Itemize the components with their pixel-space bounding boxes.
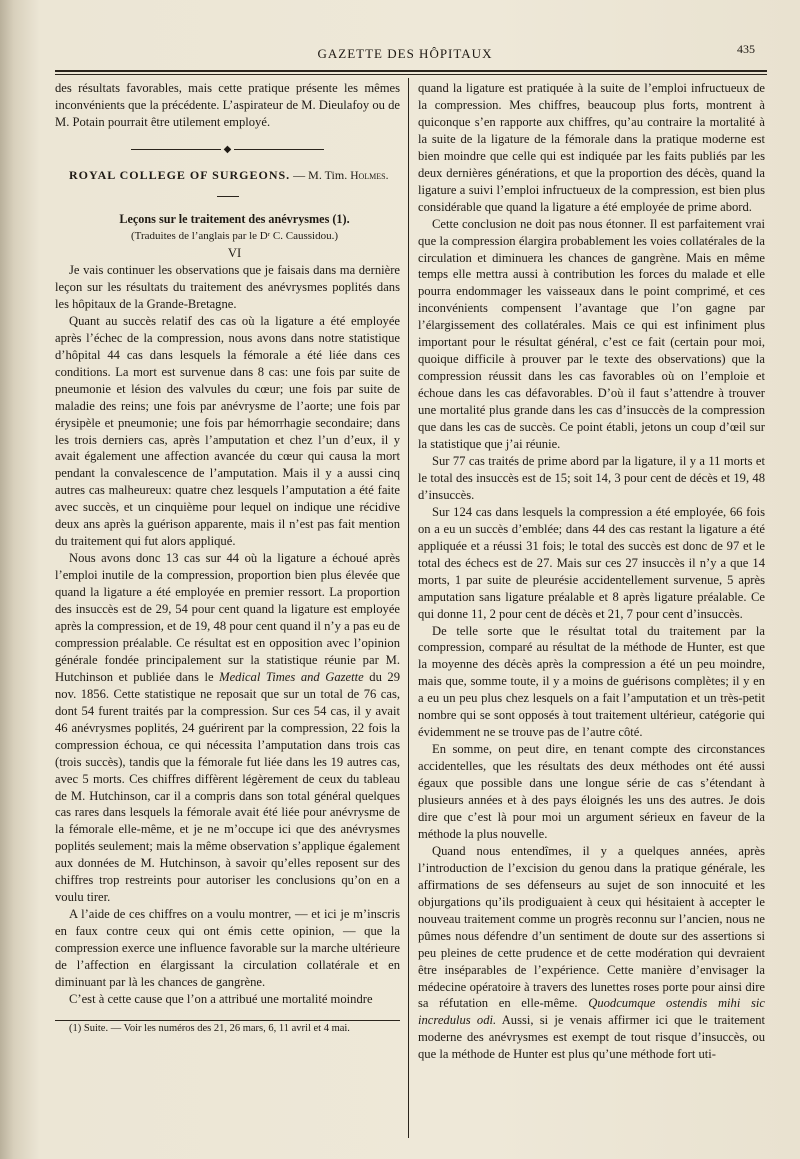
running-header bbox=[55, 40, 755, 62]
short-dash bbox=[217, 196, 239, 197]
section-ornament bbox=[55, 145, 400, 155]
paragraph: Sur 124 cas dans lesquels la compression a été employée, 66 fois on a eu un succès d’emblée; dans 44 des cas restant la ligature a été appliquée et a réussi 31 fois; le total des succès est donc de 97 et le total des échecs est de 27. Mais sur ces 27 insuccès il n’y a que 14 morts, 1 par suite de pleurésie accidentellement survenue, 5 après amputation sans ligature préalable et 8 après ligature préalable. Ce qui donne 11, 2 pour cent de décès et 21, 7 pour cent d’insuccès. bbox=[418, 504, 765, 621]
left-column bbox=[55, 80, 400, 1038]
author-prefix: — M. Tim. bbox=[290, 168, 348, 183]
paragraph: des résultats favorables, mais cette pratique présente les mêmes inconvénients que la précédente. L’aspirateur de M. Dieulafoy ou de M. Potain pourrait être utilement employé. bbox=[55, 81, 400, 129]
author-name: Holmes. bbox=[350, 170, 389, 183]
section-heading bbox=[55, 167, 400, 185]
ornament-line bbox=[234, 149, 324, 150]
institution-name: ROYAL COLLEGE OF SURGEONS. bbox=[69, 168, 291, 183]
paragraph: Sur 77 cas traités de prime abord par la ligature, il y a 11 morts et le total des insuccès est de 15; soit 14, 3 pour cent de décès et 19, 48 d’insuccès. bbox=[418, 453, 765, 502]
lecture-subtitle: (Traduites de l’anglais par le Dʳ C. Caussidou.) bbox=[131, 230, 338, 243]
paragraph bbox=[418, 843, 765, 1063]
paragraph: Cette conclusion ne doit pas nous étonner. Il est parfaitement vrai que la compression élargira probablement les voies collatérales de la circulation et diminuera les chances de gangrène. Mais en même temps elle mettra aussi à contribution les forces du malade et elle pourra endommager les vaisseaux dans le point comprimé, et ces inconvénients compensent l’avantage que l’on gagne par l’élargissement des collatérales. Mais ce qui est infiniment plus important pour le résultat général, c’est ce fait (certain pour moi, quoique difficile à prouver par le texte des observations) que la compression réussit dans les cas favorables où on l’emploie et échoue dans les cas défavorables. D’où il faut s’attendre à trouver une mortalité plus grande dans les cas d’insuccès de la compression que dans les cas de succès. Ce point établi, jetons un coup d’œil sur la statistique que j’ai réunie. bbox=[418, 216, 765, 452]
paragraph: En somme, on peut dire, en tenant compte des circonstances accidentelles, que les résultats des deux méthodes ont été aussi égaux que possible dans une longue série de cas s’étendant à plusieurs années et à des pays éloignés les uns des autres. Je dois dire que c’est là pour moi un argument sérieux en faveur de la méthode la plus nouvelle. bbox=[418, 742, 765, 841]
paragraph: Je vais continuer les observations que je faisais dans ma dernière leçon sur les résultats du traitement des anévrysmes poplités dans les hôpitaux de la Grande-Bretagne. bbox=[55, 262, 400, 311]
paragraph: C’est à cette cause que l’on a attribué une mortalité moindre bbox=[69, 991, 373, 1006]
paragraph: Quant au succès relatif des cas où la ligature a été employée après l’échec de la compression, nous avons dans notre statistique d’hôpital 44 cas dans lesquels la fémorale a été liée dans ces conditions. La mort est survenue dans 8 cas: une fois par suite de pneumonie et lésion des valvules du cœur; une fois par suite de maladie des reins; une fois par anévrysme de l’aorte; une fois par érysipèle et pneumonie; une fois par hémorrhagie secondaire; dans les trois derniers cas, après l’amputation et chez l’un d’eux, il y avait également une affection avancée du cœur qui causa la mort pendant la convalescence de l’amputation. Mais il y a aussi cinq autres cas malheureux: quatre chez lesquels l’amputation a été faite avec succès, et un cinquième pour lequel on indique une récidive deux ans après la guérison apparente, mais il n’est pas fait mention du traitement qui fut alors appliqué. bbox=[55, 313, 400, 549]
diamond-icon: ◆ bbox=[223, 143, 232, 155]
page-number: 435 bbox=[737, 42, 755, 56]
header-rule-thin bbox=[55, 74, 767, 75]
lecture-title: Leçons sur le traitement des anévrysmes (1). bbox=[119, 212, 350, 227]
latin-quotation: Quodcumque ostendis mihi sic incredulus odi. bbox=[418, 996, 765, 1028]
text-run: du 29 nov. 1856. Cette statistique ne reposait que sur un total de 76 cas, dont 54 furent traités par la compression. Sur ces 54 cas, il y avait 46 anévrysmes poplités, 24 guérirent par la compression, 22 fois la compression échoua, ce qui nécessita l’amputation dans trois cas (trois succès), tandis que la fémorale fut liée dans les 19 autres cas, avec 5 morts. Ces chiffres diffèrent légèrement de ceux du tableau de M. Hutchinson, car il a compris dans son total général quelques cas rares dans lesquels la fémorale avait été liée pour anévrysme de la fémorale elle-même, et je ne m’occupe ici que des anévrysmes poplités seulement; mais la même observation s’applique également aux données de M. Hutchinson, à savoir qu’elles reposent sur des chiffres trop restreints pour autoriser les conclusions qu’on en a voulu tirer. bbox=[55, 669, 400, 905]
right-column bbox=[418, 80, 765, 1063]
header-rule-thick bbox=[55, 70, 767, 72]
paragraph: quand la ligature est pratiquée à la suite de l’emploi infructueux de la compression. Mes chiffres, beaucoup plus forts, montrent à quiconque s’en rapporte aux chiffres, qu’au contraire la mortalité à la suite de la ligature de la fémorale dans la pratique moderne est bien moindre que celle qui est indiquée par les faits publiés par les deux dernières générations, et que la proportion des décès, quand la ligature a suivi l’emploi infructueux de la compression, est bien plus considérable que quand la ligature a été employée de prime abord. bbox=[418, 81, 765, 214]
paragraph bbox=[55, 550, 400, 906]
column-divider bbox=[408, 78, 409, 1138]
paragraph: A l’aide de ces chiffres on a voulu montrer, — et ici je m’inscris en faux contre ceux qui ont émis cette opinion, — que la compression exerce une influence favorable sur la marche ultérieure de l’affection en élargissant la circulation collatérale et en diminuant par là les chances de gangrène. bbox=[55, 907, 400, 989]
paragraph: De telle sorte que le résultat total du traitement par la compression, comparé au résultat de la méthode de Hunter, est que la moyenne des décès après la compression a été un peu moindre, mais que, somme toute, il y a moins de guérisons complètes; il y en a eu un peu plus chez lesquels on a fait l’amputation et un très-petit nombre qui se sont opposés à tout traitement ultérieur, catégorie qui évidemment ne se trouve pas de l’autre côté. bbox=[418, 623, 765, 740]
footnote: (1) Suite. — Voir les numéros des 21, 26 mars, 6, 11 avril et 4 mai. bbox=[69, 1022, 350, 1034]
text-run: Aussi, si je venais affirmer ici que le traitement moderne des anévrysmes est exempt de tout risque d’insuccès, ou que la méthode de Hunter est plus qu’une méthode fort uti- bbox=[418, 1013, 765, 1062]
journal-citation: Medical Times and Gazette bbox=[219, 669, 364, 684]
text-run: Nous avons donc 13 cas sur 44 où la ligature a échoué après l’emploi inutile de la compression, proportion bien plus élevée que quand la ligature a été employée en premier ressort. La proportion des insuccès est de 29, 54 pour cent quand la ligature est employée après la compression, et de 19, 48 pour cent quand il n’y a pas eu de compression préalable. Ce résultat est en opposition avec l’opinion générale fondée principalement sur la statistique réunie par M. Hutchinson et publiée dans le bbox=[55, 551, 400, 684]
text-run: Quand nous entendîmes, il y a quelques années, après l’introduction de l’excision du genou dans la pratique générale, les affirmations de ses défenseurs au sujet de son innocuité et les objurgations qu’ils prodiguaient à ceux qui hésitaient à accepter le nouveau traitement comme un progrès reconnu sur l’ancien, nous ne pûmes nous défendre d’un sentiment de doute sur des assertions si peu pleines de cette prudence et de cette modération qui devraient être inséparables de l’expérience. Cette manière d’envisager la médecine opératoire à travers des lunettes roses porte pour ainsi dire sa réfutation en elle-même. bbox=[418, 843, 765, 1011]
ornament-line bbox=[131, 149, 221, 150]
journal-title: GAZETTE DES HÔPITAUX bbox=[317, 46, 493, 61]
section-number: VI bbox=[227, 246, 242, 261]
